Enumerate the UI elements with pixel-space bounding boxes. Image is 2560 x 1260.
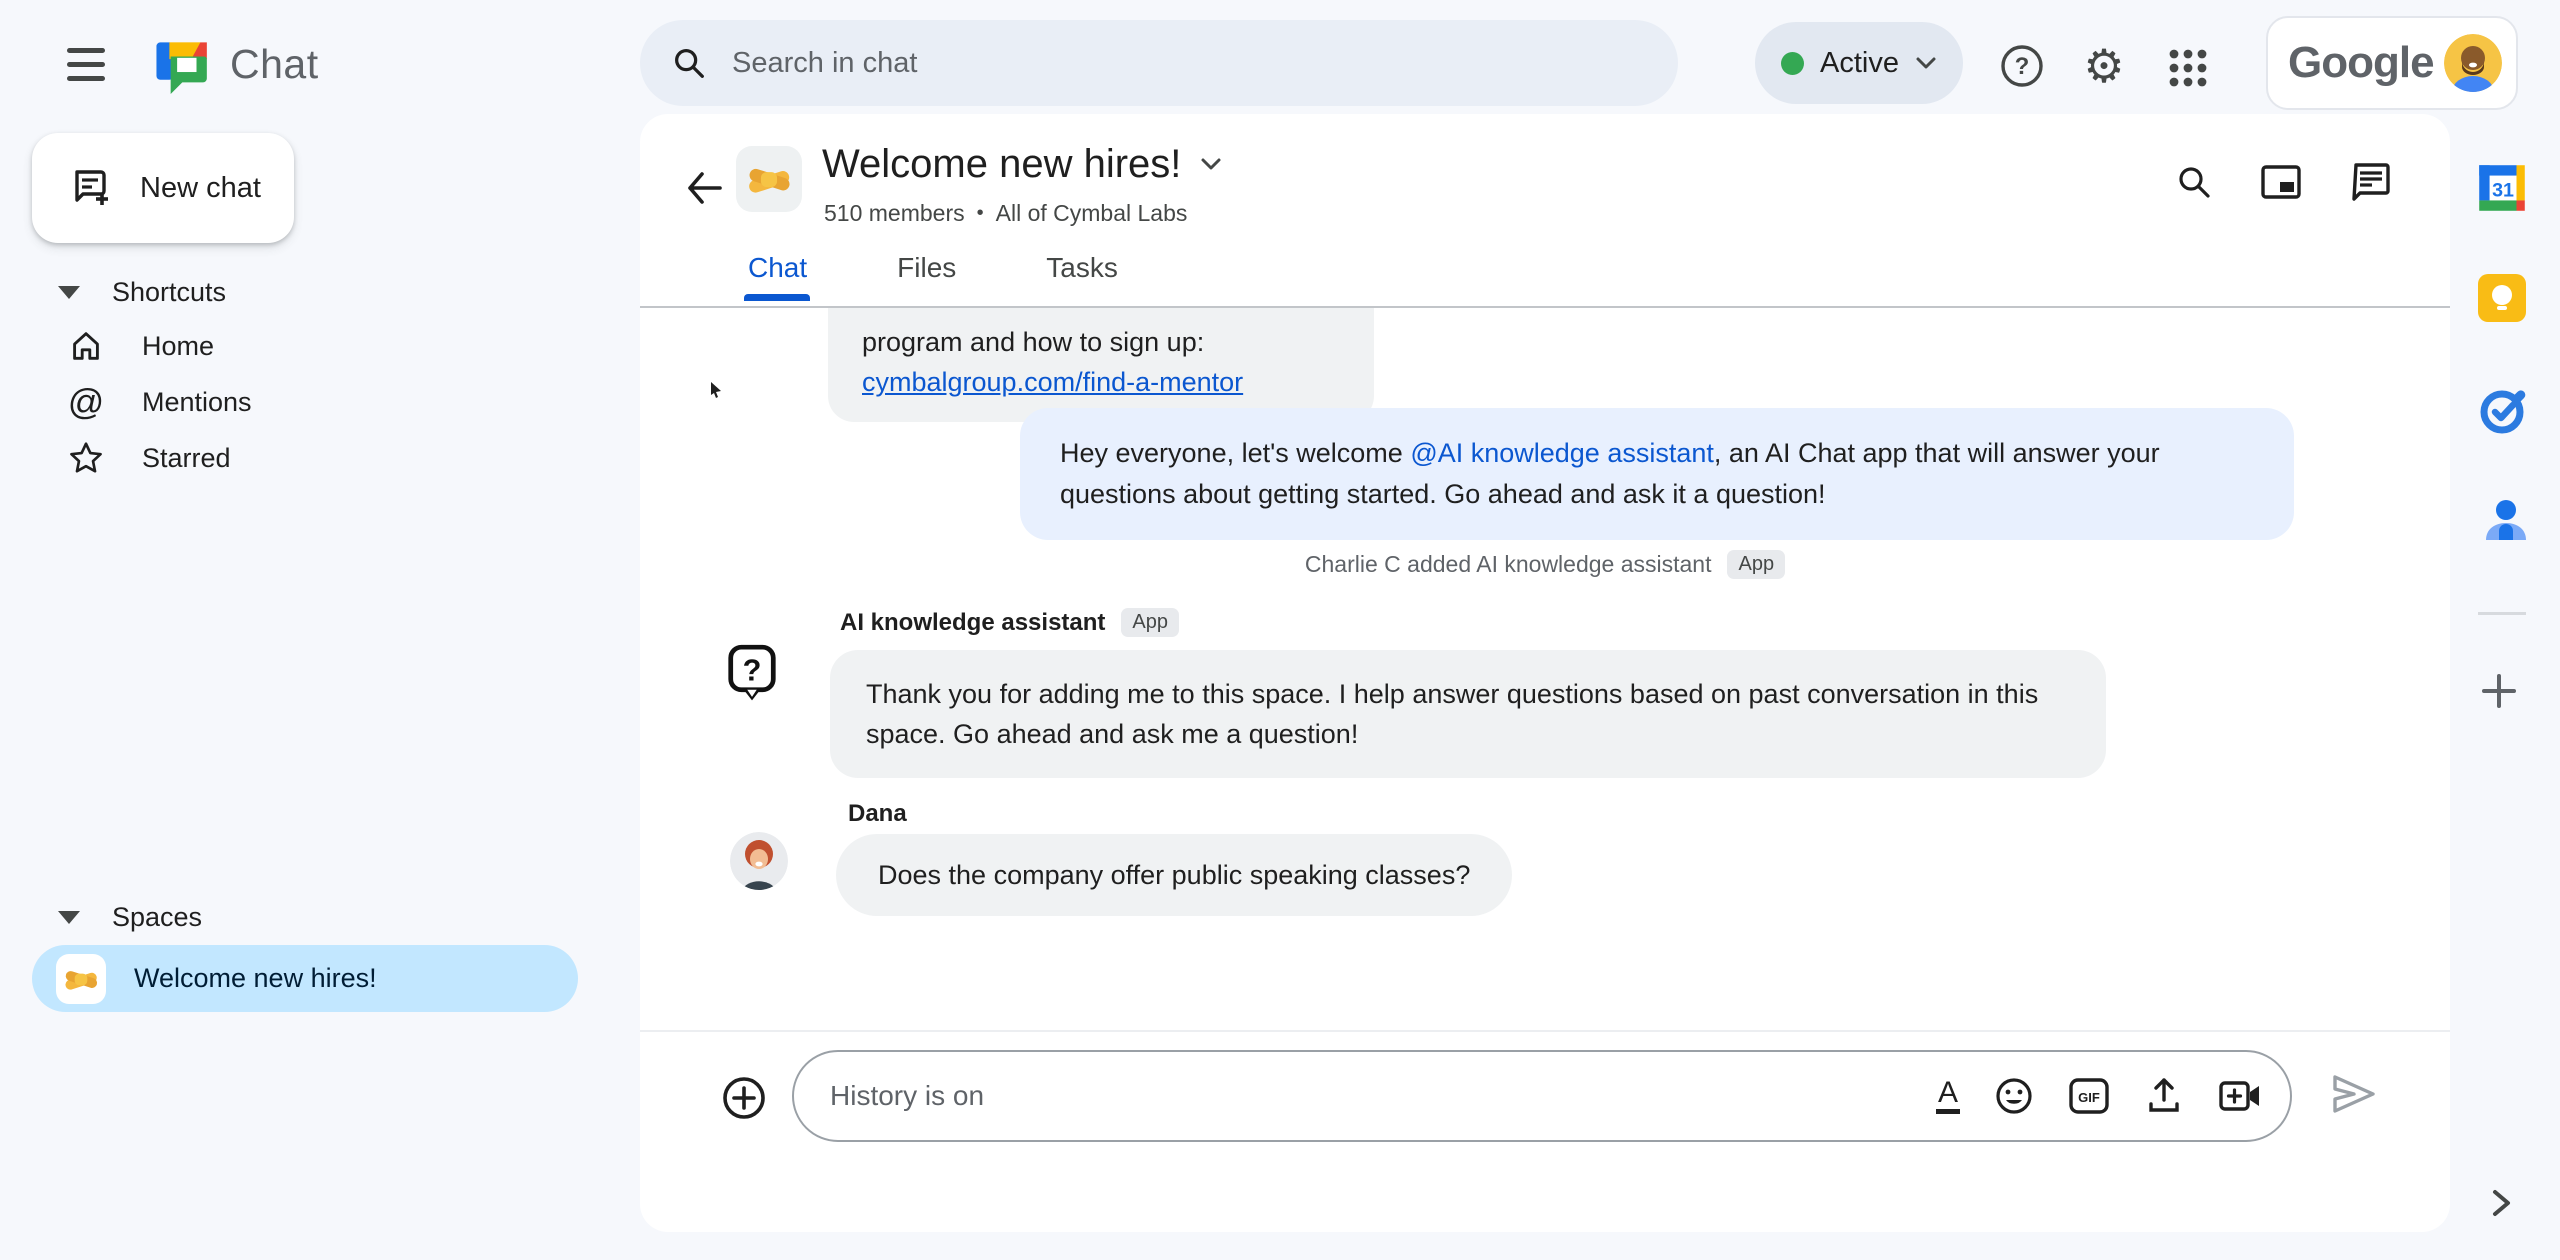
search-in-space-button[interactable]: [2174, 162, 2214, 202]
message-bubble-ai: Thank you for adding me to this space. I help answer questions based on past conversation in this space. Go ahead and ask me a question!: [830, 650, 2106, 778]
search-input[interactable]: [640, 20, 1678, 106]
google-wordmark: Google: [2288, 38, 2434, 87]
active-tab-indicator: [744, 294, 810, 301]
new-chat-button[interactable]: [32, 133, 294, 243]
new-chat-label: New chat: [140, 171, 261, 204]
org-name: All of Cymbal Labs: [995, 200, 1188, 226]
help-button[interactable]: [1996, 40, 2048, 92]
rail-divider: [2478, 612, 2526, 615]
app-mention-link[interactable]: @AI knowledge assistant: [1410, 438, 1714, 468]
dot-separator: •: [976, 202, 984, 224]
star-icon: [64, 439, 108, 477]
upload-button[interactable]: [2144, 1076, 2184, 1116]
upload-icon: [2144, 1076, 2184, 1116]
handshake-icon: [63, 961, 99, 997]
sender-name[interactable]: Dana: [848, 800, 907, 827]
handshake-icon: [746, 156, 792, 202]
gif-button[interactable]: [2068, 1077, 2110, 1115]
open-in-pip-button[interactable]: [2260, 162, 2302, 202]
sidebar-item-home[interactable]: Home: [64, 318, 484, 374]
space-header-avatar[interactable]: [736, 146, 802, 212]
emoji-icon: [1994, 1076, 2034, 1116]
plus-circle-icon: [720, 1074, 768, 1122]
composer-divider: [640, 1030, 2450, 1032]
chat-message-icon: [2348, 162, 2390, 202]
google-apps-button[interactable]: [2162, 42, 2214, 94]
chevron-right-icon: [2486, 1186, 2516, 1220]
collapse-triangle-icon: [58, 911, 80, 924]
space-tabs: [744, 242, 1122, 294]
active-status-dot-icon: [1781, 52, 1804, 75]
search-icon: [2174, 162, 2214, 202]
tab-tasks[interactable]: Tasks: [1046, 252, 1118, 283]
message-bubble-announcement: Hey everyone, let's welcome @AI knowledge assistant, an AI Chat app that will answer your questions about getting started. Go ahead and ask it a question!: [1020, 408, 2294, 540]
home-icon: [64, 327, 108, 365]
at-icon: @: [67, 381, 105, 422]
dana-avatar[interactable]: [730, 832, 788, 890]
calendar-app-button[interactable]: [2472, 158, 2532, 218]
help-icon: [1998, 42, 2046, 90]
app-badge: App: [1727, 550, 1785, 579]
send-icon: [2330, 1072, 2378, 1116]
question-bubble-icon: [726, 642, 778, 702]
system-message: Charlie C added AI knowledge assistant App: [640, 550, 2450, 579]
threads-button[interactable]: [2348, 162, 2390, 202]
message-bubble-dana: Does the company offer public speaking classes?: [836, 834, 1512, 916]
member-count[interactable]: 510 members: [824, 200, 965, 226]
video-plus-icon: [2218, 1078, 2262, 1114]
text-format-icon[interactable]: A: [1936, 1078, 1960, 1114]
keep-app-button[interactable]: [2472, 268, 2532, 328]
new-chat-icon: [70, 167, 112, 209]
gif-icon: [2068, 1077, 2110, 1115]
status-selector[interactable]: [1755, 22, 1963, 104]
video-meeting-button[interactable]: [2218, 1078, 2262, 1114]
back-arrow-icon: [682, 166, 726, 210]
apps-grid-icon: [2167, 47, 2209, 89]
google-chat-logo-icon[interactable]: [150, 32, 212, 94]
account-chip[interactable]: [2266, 16, 2518, 110]
settings-button[interactable]: [2078, 40, 2130, 92]
add-attachment-button[interactable]: [718, 1072, 770, 1124]
space-avatar: [56, 954, 106, 1004]
status-label: Active: [1820, 46, 1899, 79]
send-button[interactable]: [2326, 1066, 2382, 1122]
main-menu-button[interactable]: [62, 42, 110, 86]
emoji-button[interactable]: [1994, 1076, 2034, 1116]
svg-text:31: 31: [2492, 179, 2514, 202]
back-button[interactable]: [680, 164, 728, 212]
contacts-person-icon: [2480, 494, 2532, 546]
search-icon: [670, 44, 708, 82]
user-avatar[interactable]: [2444, 34, 2502, 92]
chevron-down-icon: [1915, 56, 1937, 70]
page-title: Welcome new hires!: [822, 141, 1182, 186]
collapse-triangle-icon: [58, 286, 80, 299]
sidebar-item-starred[interactable]: Starred: [64, 430, 484, 486]
sender-name[interactable]: AI knowledge assistant: [840, 608, 1106, 636]
calendar-icon: [2473, 159, 2531, 217]
space-panel: [640, 114, 2450, 1232]
message-bubble-partial: program and how to sign up: cymbalgroup.com/find-a-mentor: [828, 308, 1374, 422]
svg-text:?: ?: [2014, 53, 2030, 80]
spaces-section-header[interactable]: Spaces: [58, 893, 202, 941]
chevron-down-icon: [1199, 156, 1223, 172]
contacts-app-button[interactable]: [2476, 490, 2536, 550]
shortcuts-section-header[interactable]: Shortcuts: [58, 268, 226, 316]
keep-icon: [2474, 270, 2530, 326]
mentor-link[interactable]: cymbalgroup.com/find-a-mentor: [862, 367, 1244, 397]
sender-row-dana: [848, 800, 907, 828]
ai-assistant-avatar[interactable]: [726, 642, 778, 702]
picture-in-picture-icon: [2260, 164, 2302, 200]
svg-text:?: ?: [742, 652, 762, 688]
expand-panel-button[interactable]: [2486, 1186, 2516, 1220]
app-badge: App: [1121, 608, 1179, 637]
tasks-app-button[interactable]: [2474, 380, 2534, 440]
search-placeholder: Search in chat: [732, 46, 918, 79]
mouse-cursor: [710, 382, 724, 400]
svg-text:GIF: GIF: [2078, 1090, 2100, 1105]
tab-chat[interactable]: Chat: [748, 252, 808, 283]
space-subtitle: [824, 200, 1187, 227]
space-title-menu[interactable]: [822, 136, 1223, 192]
plus-icon: [2480, 672, 2518, 710]
app-title: Chat: [230, 40, 319, 87]
get-add-ons-button[interactable]: [2480, 672, 2518, 710]
message-input[interactable]: [792, 1050, 2292, 1142]
sender-row-ai: [840, 608, 1179, 637]
tasks-icon: [2477, 383, 2531, 437]
sidebar-item-space-welcome-new-hires[interactable]: Welcome new hires!: [32, 945, 578, 1012]
message-placeholder: History is on: [830, 1080, 985, 1111]
tab-files[interactable]: Files: [897, 252, 957, 283]
sidebar-item-mentions[interactable]: @ Mentions: [64, 374, 484, 430]
gear-icon: ⚙: [2083, 39, 2125, 93]
